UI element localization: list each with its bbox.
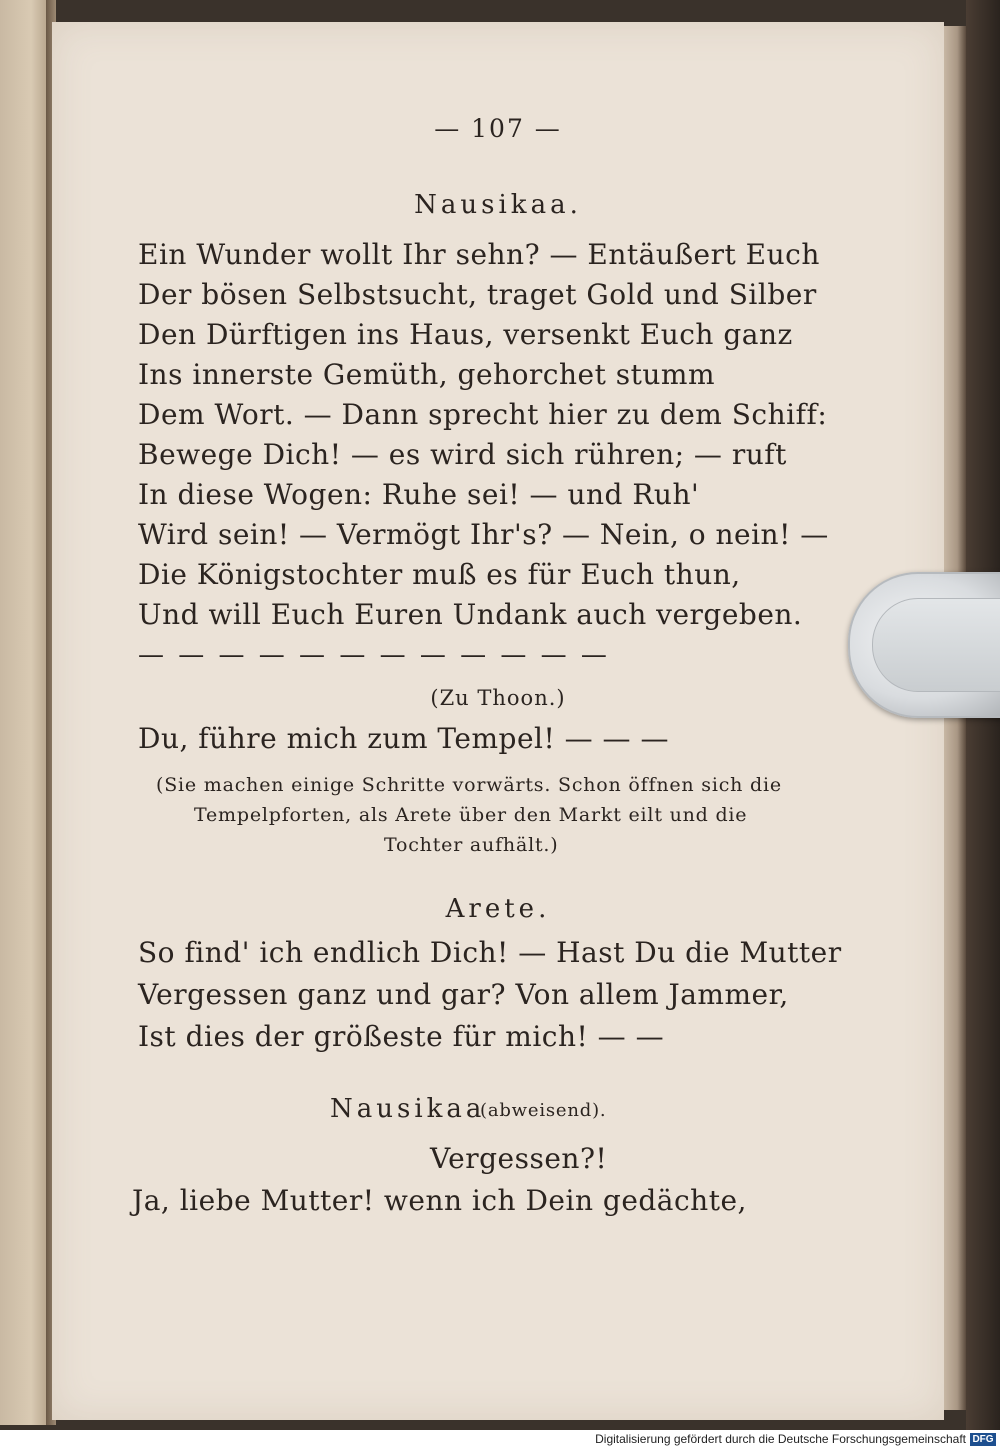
verse-line: Bewege Dich! — es wird sich rühren; — ruft xyxy=(138,438,787,471)
previous-page-edge xyxy=(0,0,52,1425)
verse-line: Vergessen ganz und gar? Von allem Jammer, xyxy=(138,978,789,1011)
speaker-heading: Nausikaa xyxy=(330,1094,486,1124)
verse-line: Vergessen?! xyxy=(430,1142,608,1175)
verse-line: Ins innerste Gemüth, gehorchet stumm xyxy=(138,358,716,391)
verse-line: Die Königstochter muß es für Euch thun, xyxy=(138,558,741,591)
verse-line: Der bösen Selbstsucht, traget Gold und Silber xyxy=(138,278,817,311)
stage-direction-line: Tochter aufhält.) xyxy=(384,834,559,856)
page-clip-inner xyxy=(872,598,1000,692)
verse-line: Ist dies der größeste für mich! — — xyxy=(138,1020,665,1053)
stage-direction-line: (Sie machen einige Schritte vorwärts. Schon öffnen sich die xyxy=(156,774,782,796)
speaker-heading: Nausikaa. xyxy=(414,190,582,220)
page-number: — 107 — xyxy=(434,114,562,143)
dfg-logo-icon: DFG xyxy=(970,1433,996,1446)
verse-line: Und will Euch Euren Undank auch vergeben. xyxy=(138,598,803,631)
speaker-direction: (abweisend). xyxy=(480,1100,607,1121)
verse-line: So find' ich endlich Dich! — Hast Du die Mutter xyxy=(138,936,842,969)
verse-line: Dem Wort. — Dann sprecht hier zu dem Schiff: xyxy=(138,398,828,431)
verse-line: Ja, liebe Mutter! wenn ich Dein gedächte, xyxy=(132,1184,747,1217)
page-stack-edge xyxy=(944,26,966,1410)
verse-line: Den Dürftigen ins Haus, versenkt Euch ganz xyxy=(138,318,793,351)
page-clip xyxy=(848,572,1000,718)
verse-line: In diese Wogen: Ruhe sei! — und Ruh' xyxy=(138,478,700,511)
verse-line: Ein Wunder wollt Ihr sehn? — Entäußert Euch xyxy=(138,238,820,271)
book-page xyxy=(52,22,944,1420)
dash-line: — — — — — — — — — — — — xyxy=(138,640,610,670)
footer-credit: Digitalisierung gefördert durch die Deutsche Forschungsgemeinschaft xyxy=(595,1432,966,1446)
stage-direction-line: Tempelpforten, als Arete über den Markt eilt und die xyxy=(194,804,748,826)
speaker-heading: Arete. xyxy=(445,894,551,924)
verse-line: Wird sein! — Vermögt Ihr's? — Nein, o nein! — xyxy=(138,518,829,551)
verse-line: Du, führe mich zum Tempel! — — — xyxy=(138,722,669,755)
footer-bar xyxy=(0,1430,1000,1449)
stage-direction: (Zu Thoon.) xyxy=(430,686,566,710)
